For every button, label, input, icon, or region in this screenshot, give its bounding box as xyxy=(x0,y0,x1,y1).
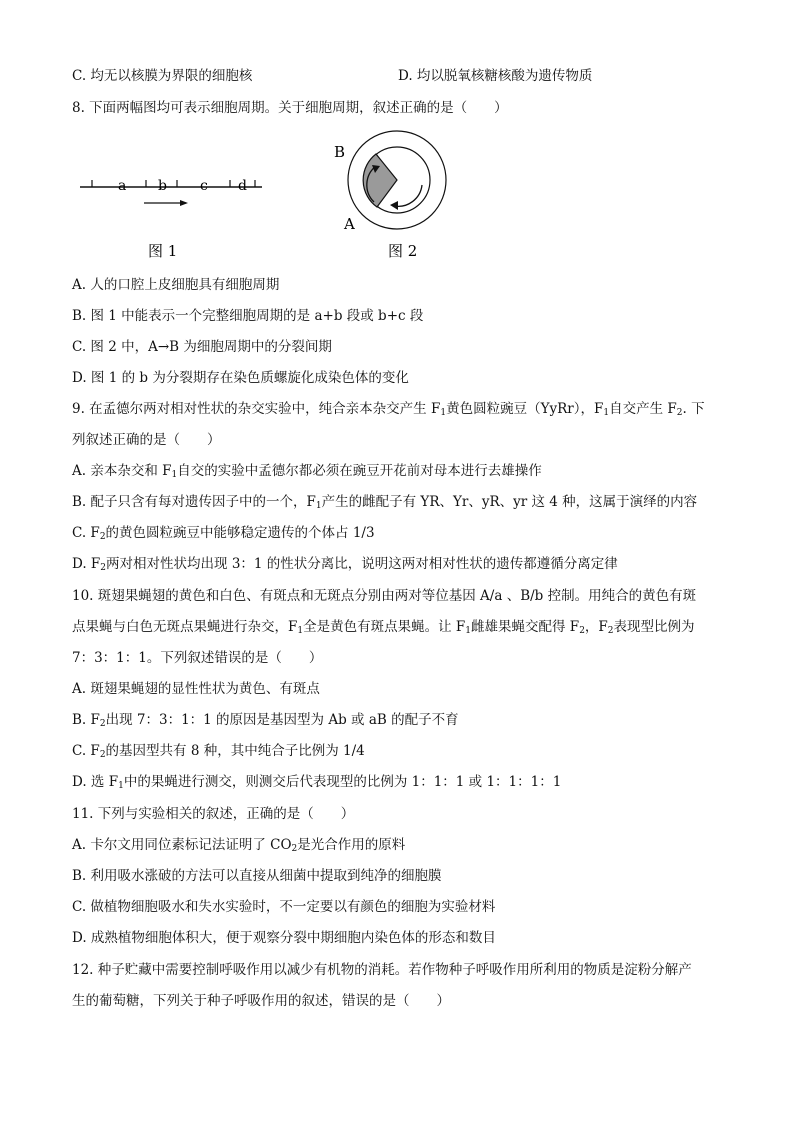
fig1-caption: 图 1 xyxy=(148,242,178,260)
q7-option-c: C. 均无以核膜为界限的细胞核 xyxy=(72,68,253,84)
fig1-label-d: d xyxy=(238,178,247,194)
q10-option-b: B. $F_2$出现 7：3：1：1 的原因是基因型为 Ab 或 aB 的配子不育 xyxy=(72,712,459,729)
q11-stem: 11. 下列与实验相关的叙述，正确的是（ ） xyxy=(72,806,355,822)
fig2-label-b: B xyxy=(334,143,346,161)
cell-cycle-diagrams xyxy=(72,130,472,265)
figure-1-line xyxy=(80,178,262,260)
q9-option-c: C. $F_2$的黄色圆粒豌豆中能够稳定遗传的个体占 1/3 xyxy=(72,525,375,542)
q10-stem-line2: 点果蝇与白色无斑点果蝇进行杂交，$F_1$全是黄色有斑点果蝇。让 $F_1$雌雄果蝇交配得 $F_2$，$F_2$表现型比例为 xyxy=(72,619,695,636)
fig1-label-c: c xyxy=(200,178,208,194)
q9-stem-line2: 列叙述正确的是（ ） xyxy=(72,432,221,448)
q8-option-c: C. 图 2 中，A→B 为细胞周期中的分裂间期 xyxy=(72,339,332,355)
q8-option-b: B. 图 1 中能表示一个完整细胞周期的是 a+b 段或 b+c 段 xyxy=(72,308,424,324)
figure-2-ring xyxy=(334,131,446,260)
q10-option-c: C. $F_2$的基因型共有 8 种，其中纯合子比例为 1/4 xyxy=(72,743,365,760)
fig1-label-b: b xyxy=(158,178,167,194)
q11-option-c: C. 做植物细胞吸水和失水实验时，不一定要以有颜色的细胞为实验材料 xyxy=(72,899,496,915)
q9-option-a: A. 亲本杂交和 $F_1$自交的实验中孟德尔都必须在豌豆开花前对母本进行去雄操作 xyxy=(72,463,542,480)
q10-option-d: D. 选 $F_1$中的果蝇进行测交，则测交后代表现型的比例为 1：1：1 或 1：1：1：1 xyxy=(72,774,562,791)
fig2-label-a: A xyxy=(344,215,355,233)
q12-stem-line1: 12. 种子贮藏中需要控制呼吸作用以减少有机物的消耗。若作物种子呼吸作用所利用的物质是淀粉分解产 xyxy=(72,962,692,978)
q8-option-d: D. 图 1 的 b 为分裂期存在染色质螺旋化成染色体的变化 xyxy=(72,370,409,386)
q8-stem: 8. 下面两幅图均可表示细胞周期。关于细胞周期，叙述正确的是（ ） xyxy=(72,100,508,116)
q9-option-d: D. $F_2$两对相对性状均出现 3：1 的性状分离比，说明这两对相对性状的遗传都遵循分离定律 xyxy=(72,556,618,573)
q10-stem-line3: 7：3：1：1。下列叙述错误的是（ ） xyxy=(72,650,323,666)
q11-option-a: A. 卡尔文用同位素标记法证明了 $CO_2$是光合作用的原料 xyxy=(72,837,406,854)
q9-stem-line1: 9. 在孟德尔两对相对性状的杂交实验中，纯合亲本杂交产生 $F_1$黄色圆粒豌豆（YyRr），$F_1$自交产生 $F_2$. 下 xyxy=(72,401,705,418)
fig2-caption: 图 2 xyxy=(388,242,418,260)
q11-option-b: B. 利用吸水涨破的方法可以直接从细菌中提取到纯净的细胞膜 xyxy=(72,868,442,884)
q8-option-a: A. 人的口腔上皮细胞具有细胞周期 xyxy=(72,277,280,293)
q11-option-d: D. 成熟植物细胞体积大，便于观察分裂中期细胞内染色体的形态和数目 xyxy=(72,930,496,946)
q7-option-d: D. 均以脱氧核糖核酸为遗传物质 xyxy=(398,68,593,84)
q9-option-b: B. 配子只含有每对遗传因子中的一个，$F_1$产生的雌配子有 YR、Yr、yR、yr 这 4 种，这属于演绎的内容 xyxy=(72,494,698,511)
fig1-label-a: a xyxy=(118,178,127,194)
q8-figures xyxy=(72,130,472,265)
q10-stem-line1: 10. 斑翅果蝇翅的黄色和白色、有斑点和无斑点分别由两对等位基因 A/a 、B/b 控制。用纯合的黄色有斑 xyxy=(72,588,697,604)
q10-option-a: A. 斑翅果蝇翅的显性性状为黄色、有斑点 xyxy=(72,681,320,697)
q12-stem-line2: 生的葡萄糖，下列关于种子呼吸作用的叙述，错误的是（ ） xyxy=(72,993,450,1009)
